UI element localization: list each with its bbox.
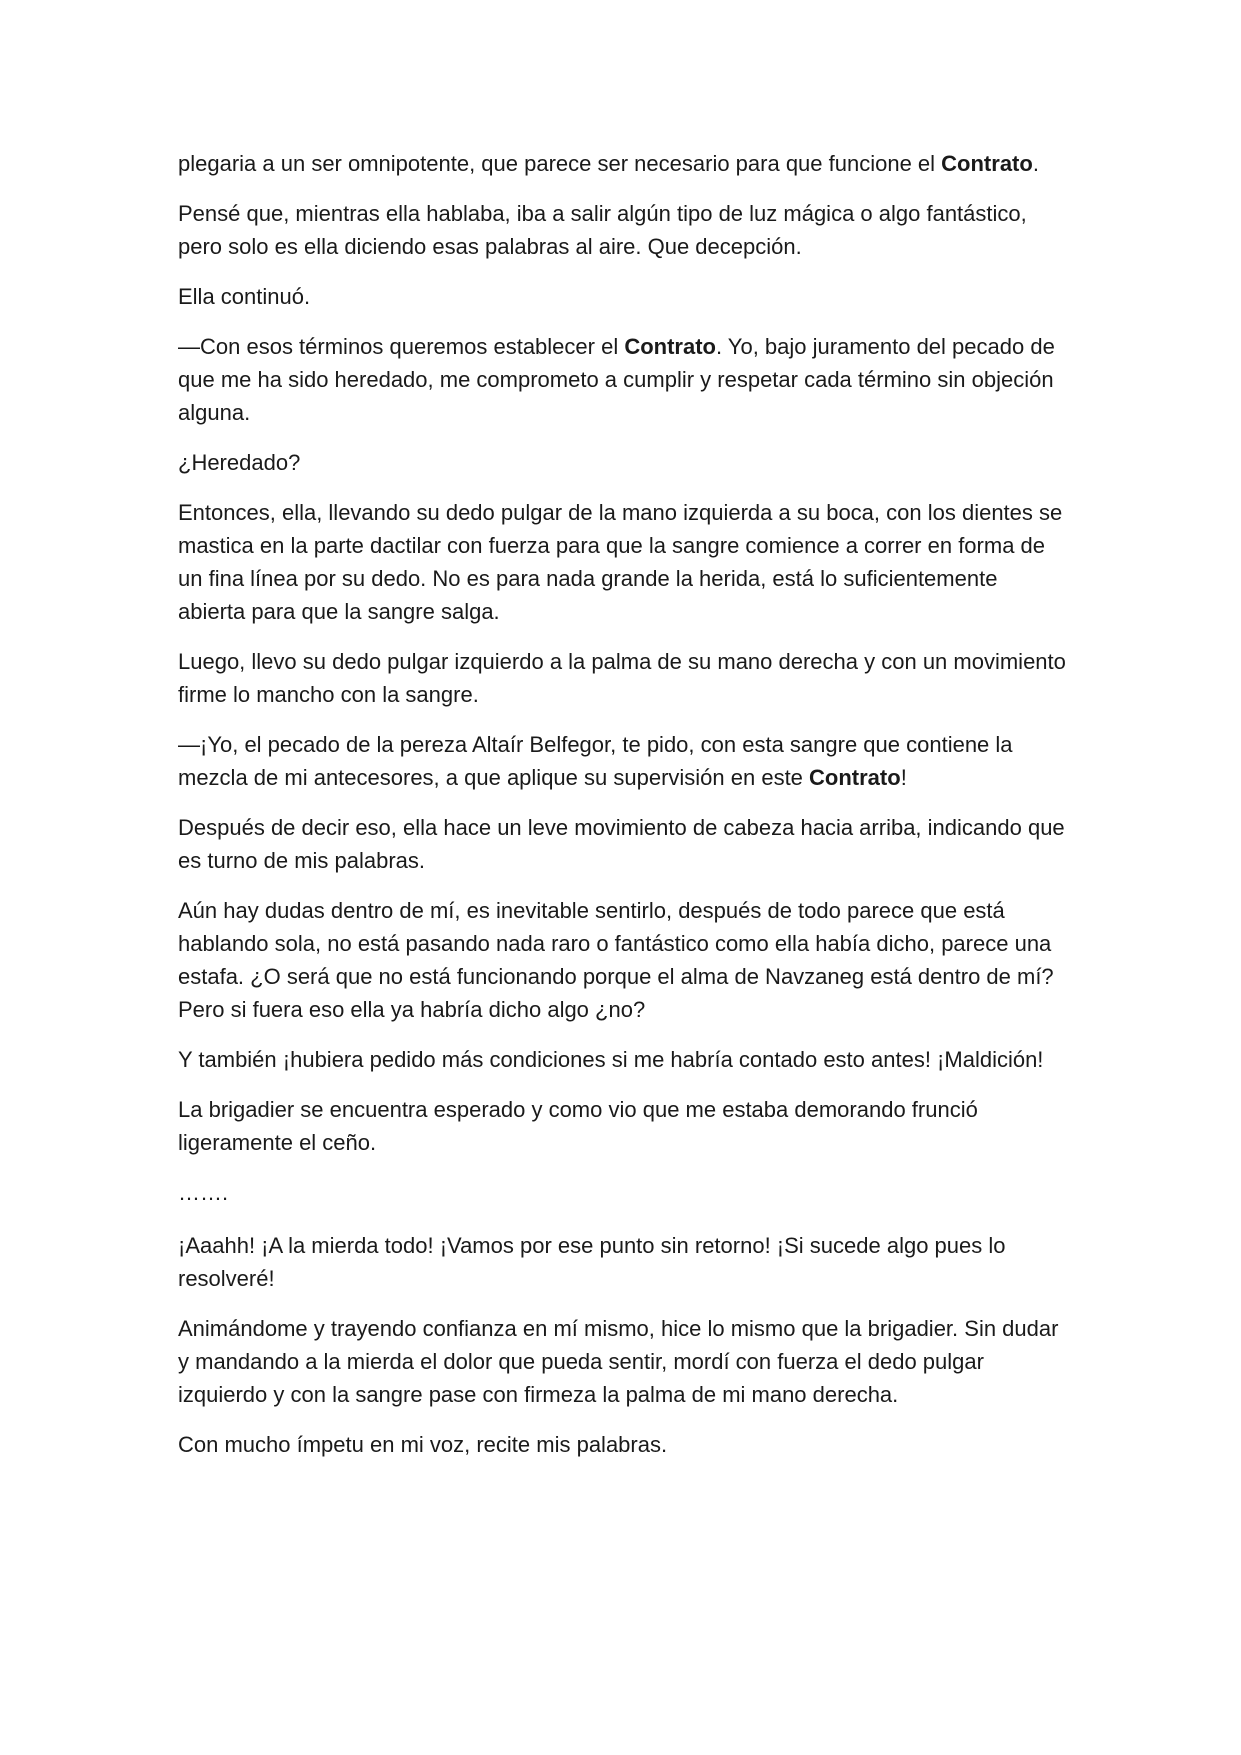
contrato-term: Contrato: [941, 151, 1033, 176]
contrato-term: Contrato: [809, 765, 901, 790]
paragraph: [178, 645, 1070, 711]
text-run: Ella continuó.: [178, 284, 311, 309]
text-run: Con mucho ímpetu en mi voz, recite mis palabras.: [178, 1432, 668, 1457]
text-run: ¡Aaahh! ¡A la mierda todo! ¡Vamos por ese punto sin retorno! ¡Si sucede algo pues lo resolveré!: [178, 1233, 1006, 1291]
text-run: Luego, llevo su dedo pulgar izquierdo a la palma de su mano derecha y con un movimiento firme lo mancho con la sangre.: [178, 649, 1066, 707]
text-run: —Con esos términos queremos establecer el: [178, 334, 625, 359]
paragraph: [178, 1043, 1070, 1076]
text-run: …….: [178, 1180, 229, 1205]
ellipsis-separator: [178, 1176, 1070, 1209]
text-run: .: [1032, 151, 1039, 176]
text-run: Entonces, ella, llevando su dedo pulgar de la mano izquierda a su boca, con los dientes se mastica en la parte dactilar con fuerza para que la sangre comience a correr en forma de un fina línea por su dedo. No es para nada grande la herida, está lo suficientemente abierta para que la sangre salga.: [178, 500, 1063, 624]
text-run: ¿Heredado?: [178, 450, 301, 475]
paragraph: [178, 1229, 1070, 1295]
text-run: —¡Yo, el pecado de la pereza Altaír Belfegor, te pido, con esta sangre que contiene la mezcla de mi antecesores, a que aplique su supervisión en este: [178, 732, 1013, 790]
paragraph: [178, 496, 1070, 628]
paragraph: [178, 1428, 1070, 1461]
body-text: [178, 147, 1070, 1478]
paragraph: [178, 446, 1070, 479]
text-run: Aún hay dudas dentro de mí, es inevitable sentirlo, después de todo parece que está hablando sola, no está pasando nada raro o fantástico como ella había dicho, parece una estafa. ¿O será que no está funcionando porque el alma de Navzaneg está dentro de mí? Pero si fuera eso ella ya habría dicho algo ¿no?: [178, 898, 1054, 1022]
text-run: !: [900, 765, 907, 790]
paragraph: [178, 280, 1070, 313]
text-run: Y también ¡hubiera pedido más condiciones si me habría contado esto antes! ¡Maldición!: [178, 1047, 1044, 1072]
text-run: La brigadier se encuentra esperado y como vio que me estaba demorando frunció ligeramente el ceño.: [178, 1097, 978, 1155]
paragraph: [178, 728, 1070, 794]
text-run: Después de decir eso, ella hace un leve movimiento de cabeza hacia arriba, indicando que es turno de mis palabras.: [178, 815, 1065, 873]
text-run: Animándome y trayendo confianza en mí mismo, hice lo mismo que la brigadier. Sin dudar y mandando a la mierda el dolor que pueda sentir, mordí con fuerza el dedo pulgar izquierdo y con la sangre pase con firmeza la palma de mi mano derecha.: [178, 1316, 1059, 1407]
paragraph: [178, 1093, 1070, 1159]
text-run: Pensé que, mientras ella hablaba, iba a salir algún tipo de luz mágica o algo fantástico, pero solo es ella diciendo esas palabras al aire. Que decepción.: [178, 201, 1027, 259]
paragraph: [178, 1312, 1070, 1411]
contrato-term: Contrato: [624, 334, 716, 359]
paragraph: [178, 330, 1070, 429]
text-run: . Yo, bajo juramento del pecado de que me ha sido heredado, me comprometo a cumplir y respetar cada término sin objeción alguna.: [178, 334, 1055, 425]
paragraph: [178, 811, 1070, 877]
paragraph: [178, 894, 1070, 1026]
paragraph: [178, 147, 1070, 180]
text-run: plegaria a un ser omnipotente, que parece ser necesario para que funcione el: [178, 151, 942, 176]
paragraph: [178, 197, 1070, 263]
